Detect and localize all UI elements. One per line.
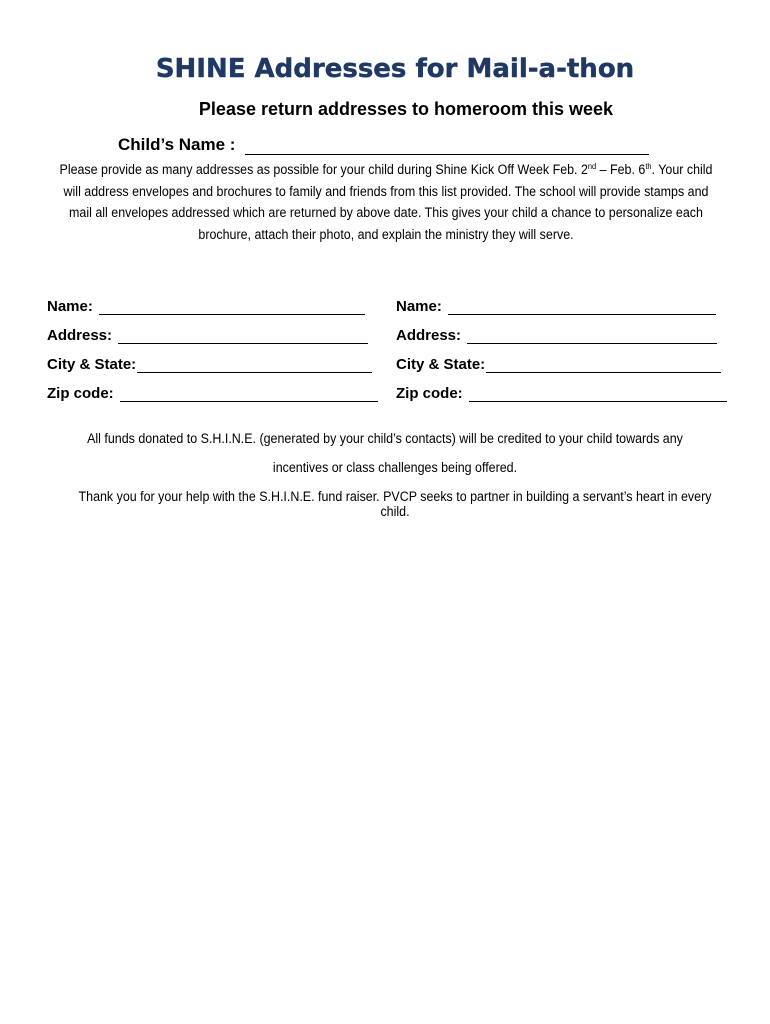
zip-field[interactable]	[469, 387, 727, 402]
address-row	[396, 315, 727, 344]
zip-label: Zip code:	[47, 385, 114, 402]
city-state-field[interactable]	[137, 358, 372, 373]
child-name-label: Child’s Name :	[118, 135, 236, 154]
city-state-row	[47, 344, 378, 373]
page-title: SHINE Addresses for Mail-a-thon	[155, 54, 635, 84]
child-name-field[interactable]	[245, 138, 649, 155]
intro-paragraph	[55, 159, 717, 245]
child-name-row	[118, 135, 649, 155]
intro-text-1: Please provide as many addresses as possible for your child during Shine Kick Off Week Feb. 2	[59, 162, 588, 177]
address-label: Address:	[396, 327, 462, 344]
zip-row	[47, 373, 378, 402]
intro-sup-2: th	[645, 162, 652, 171]
name-label: Name:	[396, 298, 442, 315]
closing-line-1: All funds donated to S.H.I.N.E. (generated by your child’s contacts) will be credited to your child towards any	[87, 431, 683, 446]
intro-sup-1: nd	[587, 162, 597, 171]
address-label: Address:	[47, 327, 113, 344]
city-state-label: City & State:	[47, 356, 137, 373]
name-row	[396, 286, 727, 315]
page-subtitle: Please return addresses to homeroom this week	[198, 99, 614, 119]
name-field[interactable]	[448, 300, 716, 315]
zip-label: Zip code:	[396, 385, 463, 402]
city-state-row	[396, 344, 727, 373]
name-label: Name:	[47, 298, 93, 315]
address-block-left	[47, 286, 378, 402]
address-field[interactable]	[118, 329, 368, 344]
address-row	[47, 315, 378, 344]
closing-line-3: Thank you for your help with the S.H.I.N.E. fund raiser. PVCP seeks to partner in building a servant’s heart in every child.	[78, 489, 712, 519]
name-row	[47, 286, 378, 315]
zip-row	[396, 373, 727, 402]
address-field[interactable]	[467, 329, 717, 344]
zip-field[interactable]	[120, 387, 378, 402]
city-state-field[interactable]	[486, 358, 721, 373]
closing-line-2: incentives or class challenges being offered.	[272, 460, 518, 475]
address-block-right	[396, 286, 727, 402]
intro-text-3: . Your child will address envelopes and brochures to family and friends from this list provided. The school will provide stamps and mail all envelopes addressed which are returned by above date. This gives your child a chance to personalize each brochure, attach their photo, and explain the ministry they will serve.	[63, 162, 713, 242]
name-field[interactable]	[99, 300, 365, 315]
city-state-label: City & State:	[396, 356, 486, 373]
intro-text-2: – Feb. 6	[596, 162, 646, 177]
